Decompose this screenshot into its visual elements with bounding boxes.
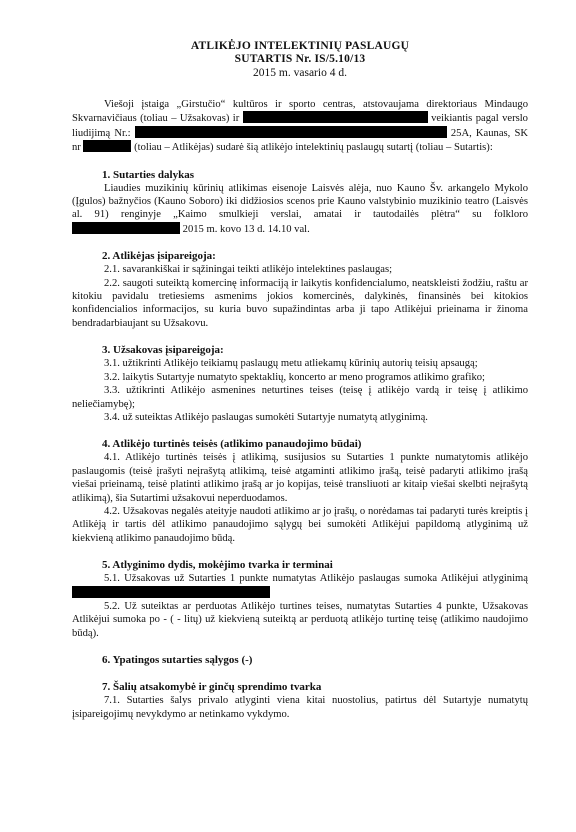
contract-title: ATLIKĖJO INTELEKTINIŲ PASLAUGŲ bbox=[190, 40, 410, 52]
section-2-item-1: 2.1. savarankiškai ir sąžiningai teikti atlikėjo intelektines paslaugas; bbox=[104, 264, 393, 276]
section-3-item-2: 3.2. laikytis Sutartyje numatyto spektaklių, koncerto ar meno programos atlikimo grafiko; bbox=[104, 371, 486, 383]
section-4-paragraph-1: 4.1. Atlikėjo turtinės teisės į atlikimą, susijusios su Sutarties 1 punkte numatytomis atlikėjo paslaugomis (teisė įrašyti neįrašytą atlikimą, teisė atgaminti atlikimo įrašą, teisė padaryti atlikimo įrašą viešai prieinamą, teisė platinti atlikimo įrašą ar jo kopijas, teisė transliuoti ar kitaip viešai skelbti neįrašytą atlikimą), šia Sutartimi užsakovui neperduodamos. bbox=[72, 452, 528, 504]
section-2-heading: 2. Atlikėjas įsipareigoja: bbox=[102, 250, 216, 263]
section-7-paragraph-1: 7.1. Sutarties šalys privalo atlyginti viena kitai nuostolius, patirtus dėl Sutartyje numatytų įsipareigojimų nevykdymo ar netinkamo vykdymo. bbox=[72, 695, 528, 720]
redaction-block bbox=[243, 111, 428, 123]
section-1-text bbox=[72, 182, 528, 237]
section-5-paragraph-2: 5.2. Už suteiktas ar perduotas Atlikėjo turtines teises, numatytas Sutarties 4 punkte, Užsakovas Atlikėjui sumoka po - ( - litų) už kiekvieną suteiktą ar perduotą atlikėjo turtinę teisę (atlikimo naudojimo būdą). bbox=[72, 600, 528, 639]
preamble-paragraph bbox=[72, 98, 528, 155]
contract-date: 2015 m. vasario 4 d. bbox=[253, 67, 347, 79]
redaction-block bbox=[135, 126, 447, 138]
redaction-block bbox=[72, 222, 180, 234]
section-3-item-4: 3.4. už suteiktas Atlikėjo paslaugas sumokėti Sutartyje numatytą atlyginimą. bbox=[104, 411, 428, 423]
contract-number: SUTARTIS Nr. IS/5.10/13 bbox=[234, 53, 366, 65]
redaction-block bbox=[72, 586, 270, 598]
section-4-heading: 4. Atlikėjo turtinės teisės (atlikimo panaudojimo būdai) bbox=[102, 438, 362, 451]
section-4-paragraph-2: 4.2. Užsakovas negalės ateityje naudoti atlikimo ar jo įrašų, o norėdamas tai padaryti turės kreiptis į Atlikėją ir tartis dėl atlikimo panaudojimo sąlygų bei sumokėti Atlikėjui papildomą atlyginimą už kiekvieną atlikimo panaudojimo būdą. bbox=[72, 505, 528, 544]
section-5-paragraph-1 bbox=[72, 572, 528, 600]
preamble-text-d: (toliau – Atlikėjas) sudarė šią atlikėjo intelektinių paslaugų sutartį (toliau – Sutartis): bbox=[134, 142, 493, 154]
section-7-heading: 7. Šalių atsakomybė ir ginčų sprendimo tvarka bbox=[102, 681, 322, 694]
preamble-text-b: veikiantis pagal verslo liudijimą Nr.: bbox=[72, 113, 528, 139]
preamble-text-a: Viešoji įstaiga „Girstučio“ kultūros ir sporto centras, atstovaujama direktoriaus Mindaugo Skvarnavičiaus (toliau – Užsakovas) ir bbox=[72, 99, 528, 125]
section-1-text-b: 2015 m. kovo 13 d. 14.10 val. bbox=[182, 223, 310, 235]
section-6-heading: 6. Ypatingos sutarties sąlygos (-) bbox=[102, 654, 253, 667]
section-3-item-3: 3.3. užtikrinti Atlikėjo asmenines neturtines teises (teisę į atlikėjo vardą ir teisę į atlikimo neliečiamybę); bbox=[72, 385, 528, 410]
redaction-block bbox=[83, 140, 131, 152]
section-2-item-2: 2.2. saugoti suteiktą komercinę informaciją ir laikytis konfidencialumo, neatskleisti žodžiu, raštu ar kitokiu pavidalu tretiesiems asmenims jokios komercinės, dalykinės, finansinės bei kitokios konfidencialios informacijos, su kuria buvo supažindintas arba ji tapo Atlikėjui prieinama ir žinoma bendradarbiaujant su Užsakovu. bbox=[72, 277, 528, 329]
section-1-heading: 1. Sutarties dalykas bbox=[102, 168, 194, 181]
section-3-item-1: 3.1. užtikrinti Atlikėjo teikiamų paslaugų metu atliekamų kūrinių autorių teisių apsaugą; bbox=[104, 358, 478, 370]
section-1-text-a: Liaudies muzikinių kūrinių atlikimas eisenoje Laisvės alėja, nuo Kauno Šv. arkangelo Mykolo (Įgulos) bažnyčios (Kauno Soboro) iki didžiosios scenos prie Kauno valstybinio muzikinio teatro (Laisvės al. 91) renginyje „Kaimo smulkieji verslai, amatai ir tautodailės plėtra“ su folkloro bbox=[72, 182, 528, 221]
section-3-heading: 3. Užsakovas įsipareigoja: bbox=[102, 344, 224, 357]
preamble-text-c: 25A, Kaunas, SK nr bbox=[72, 127, 528, 154]
section-5-text-a: 5.1. Užsakovas už Sutarties 1 punkte numatytas Atlikėjo paslaugas sumoka Atlikėjui atlyginimą bbox=[104, 573, 528, 585]
section-5-heading: 5. Atlyginimo dydis, mokėjimo tvarka ir terminai bbox=[102, 559, 333, 572]
